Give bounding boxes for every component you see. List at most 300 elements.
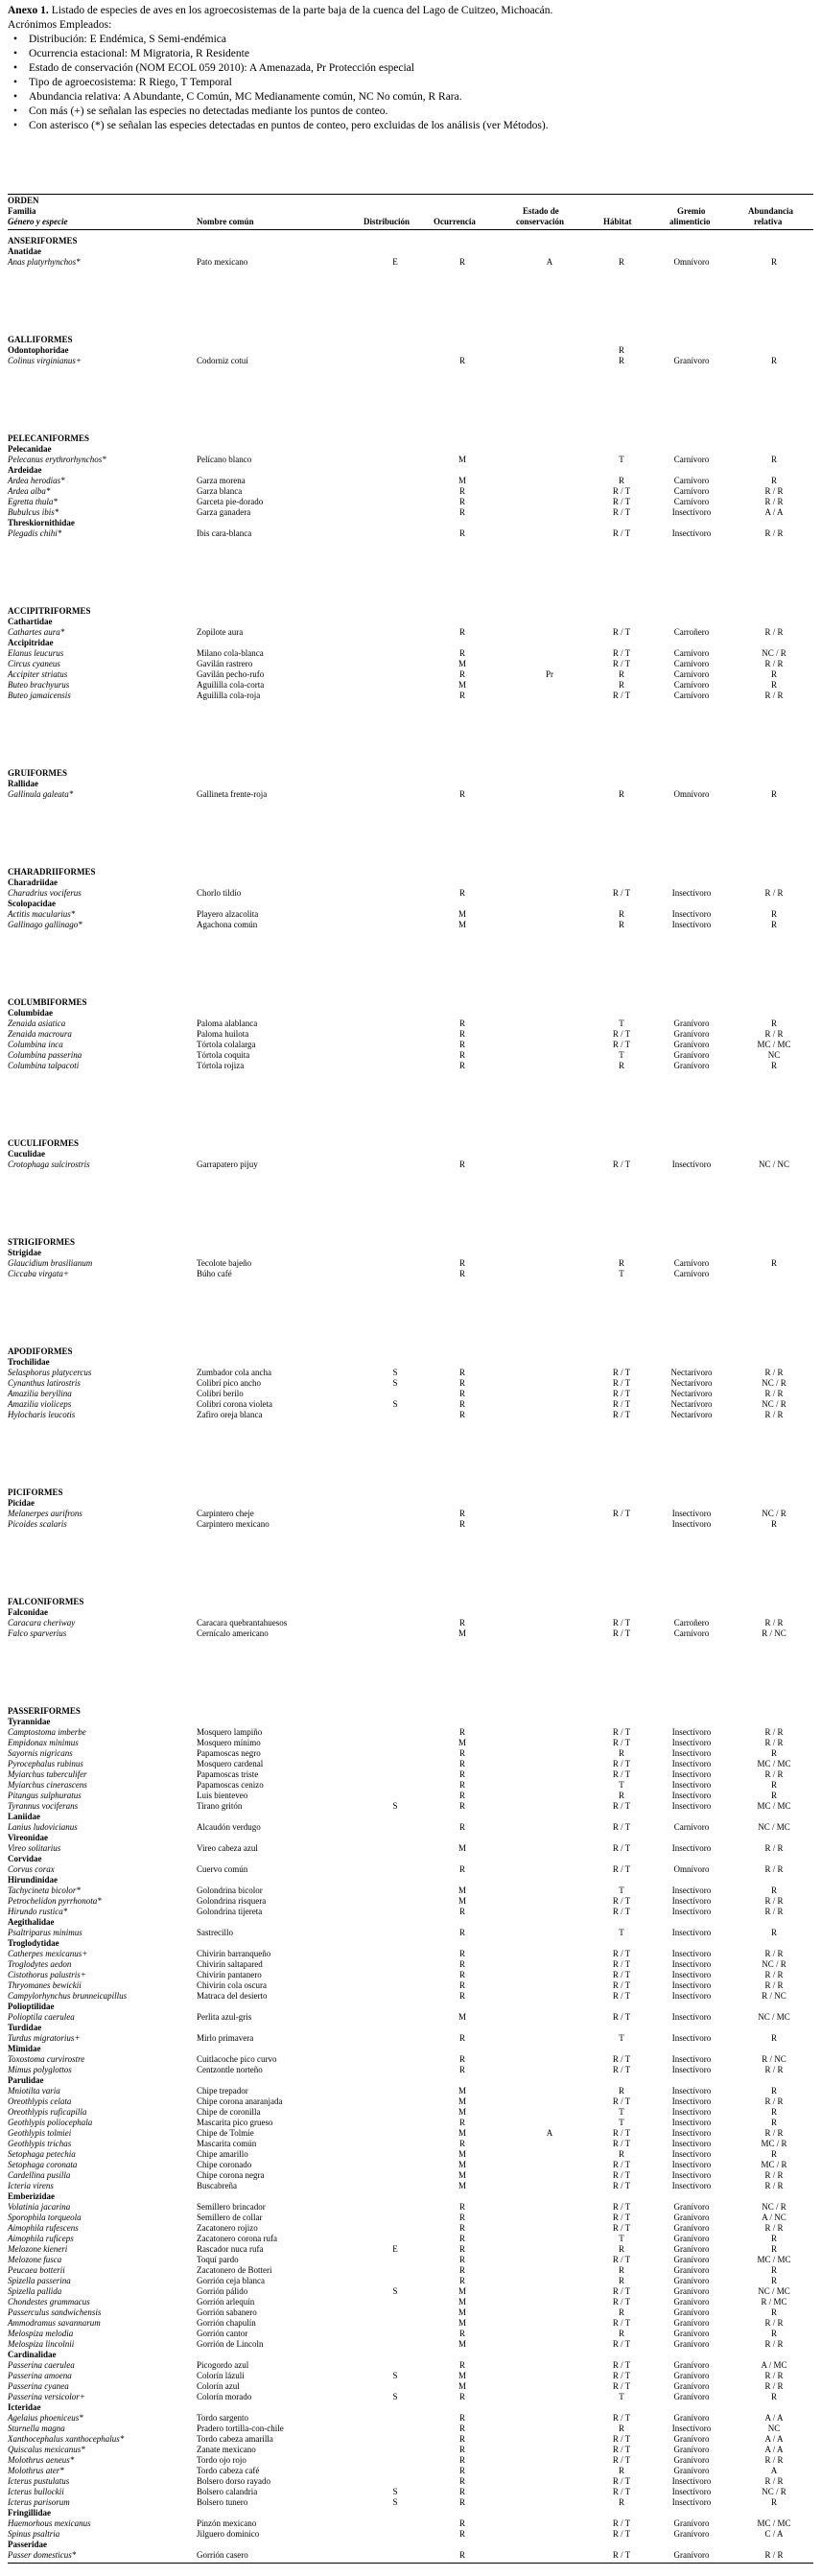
common-name: Pelícano blanco (197, 455, 252, 464)
occurrence-cell: M (457, 2012, 466, 2022)
species-name: Volatinia jacarina (8, 2202, 71, 2212)
abundance-cell: R / NC (762, 2054, 786, 2064)
common-name: Colorín morado (197, 2392, 252, 2401)
habitat-cell: T (619, 1885, 624, 1895)
species-name: Geothlypis trichas (8, 2139, 72, 2148)
species-name: Buteo brachyurus (8, 680, 70, 690)
guild-cell: Nectarívoro (670, 1399, 713, 1409)
table-row (8, 1410, 813, 1420)
abundance-cell: A (770, 2466, 778, 2475)
abundance-cell: MC / MC (757, 1801, 791, 1811)
guild-cell: Insectívoro (671, 1885, 712, 1895)
guild-cell: Granívoro (673, 1019, 710, 1028)
abundance-cell: R / NC (762, 1991, 786, 2001)
guild-cell: Insectívoro (671, 2107, 712, 2117)
occurrence-cell: R (458, 1040, 465, 1049)
guild-cell: Granívoro (673, 2213, 710, 2222)
common-name: Chivirín saltapared (197, 1959, 263, 1969)
family-name: Fringillidae (8, 2508, 51, 2517)
table-row (8, 356, 813, 366)
habitat-cell: R (618, 2086, 624, 2096)
occurrence-cell: R (458, 2276, 465, 2285)
abundance-cell: R / R (764, 2170, 784, 2180)
guild-cell: Granívoro (673, 2434, 710, 2444)
family-name: Strigidae (8, 1248, 41, 1257)
occurrence-cell: R (458, 2550, 465, 2560)
table-row (8, 1019, 813, 1029)
guild-cell: Nectarívoro (670, 1389, 713, 1398)
guild-cell: Carnívoro (673, 1822, 710, 1832)
occurrence-cell: R (458, 507, 465, 517)
abundance-cell: R / R (764, 627, 784, 637)
species-name: Corvus corax (8, 1864, 55, 1874)
habitat-cell: R (618, 1061, 624, 1070)
habitat-cell: R / T (612, 2255, 631, 2264)
table-row (8, 1928, 813, 1938)
common-name: Luis bienteveo (197, 1791, 248, 1800)
habitat-cell: T (619, 2107, 624, 2117)
legend-item: • Ocurrencia estacional: M Migratoria, R Residente (8, 47, 813, 61)
table-row (8, 627, 813, 638)
occurrence-cell: M (457, 2086, 466, 2096)
species-name: Myiarchus cinerascens (8, 1780, 87, 1790)
occurrence-cell: R (458, 2529, 465, 2539)
family-name: Charadriidae (8, 878, 59, 887)
habitat-cell: R (618, 2265, 624, 2275)
common-name: Alcaudón verdugo (197, 1822, 261, 1832)
occurrence-cell: R (458, 1991, 465, 2001)
family-name: Polioptilidae (8, 2002, 55, 2011)
habitat-cell: R / T (612, 1801, 631, 1811)
guild-cell: Insectívoro (671, 1970, 712, 1979)
family-name: Odontophoridae (8, 345, 69, 355)
family-row (8, 2402, 813, 2413)
table-row (8, 1896, 813, 1907)
table-row (8, 1628, 813, 1639)
table-row (8, 2139, 813, 2149)
distribution-cell: E (392, 2244, 398, 2254)
table-row (8, 486, 813, 497)
table-row (8, 1399, 813, 1410)
species-name: Icterus parisorum (8, 2497, 70, 2507)
habitat-cell: R / T (612, 497, 631, 506)
habitat-cell: T (619, 1928, 624, 1937)
abundance-cell: R (770, 1258, 777, 1268)
table-row (8, 2234, 813, 2244)
table-row (8, 680, 813, 691)
habitat-cell: R / T (612, 1040, 631, 1049)
table-row (8, 2012, 813, 2023)
common-name: Chipe coronado (197, 2160, 252, 2169)
guild-cell: Granívoro (673, 2518, 710, 2528)
species-name: Geothlypis poliocephala (8, 2118, 93, 2127)
table-row (8, 2497, 813, 2508)
common-name: Chivirín pantanero (197, 1970, 262, 1979)
title-rest: Listado de especies de aves en los agroecosistemas de la parte baja de la cuenca del Lago de Cuitzeo, Michoacán. (48, 5, 553, 16)
common-name: Jilguero dominico (197, 2529, 260, 2539)
common-name: Cuitlacoche pico curvo (197, 2054, 277, 2064)
occurrence-cell: R (458, 2360, 465, 2370)
table-row (8, 1843, 813, 1854)
occurrence-cell: R (458, 2065, 465, 2074)
abundance-cell: A / NC (762, 2213, 786, 2222)
species-name: Chondestes grammacus (8, 2297, 90, 2307)
table-row (8, 1801, 813, 1812)
table-row (8, 1040, 813, 1050)
family-row (8, 2002, 813, 2012)
abundance-cell: R (770, 2392, 777, 2401)
occurrence-cell: R (458, 2424, 465, 2433)
habitat-cell: R / T (612, 1389, 631, 1398)
guild-cell: Insectívoro (671, 1780, 712, 1790)
species-name: Molothrus aeneus* (8, 2455, 75, 2465)
habitat-cell: R / T (612, 2096, 631, 2106)
table-row (8, 2054, 813, 2065)
abundance-cell: NC / NC (758, 1159, 789, 1169)
abundance-cell: R / R (764, 2371, 784, 2380)
habitat-cell: R / T (612, 2139, 631, 2148)
common-name: Gavilán pecho-rufo (197, 669, 265, 679)
guild-cell: Granívoro (673, 2360, 710, 2370)
occurrence-cell: M (457, 2307, 466, 2317)
common-name: Garza ganadera (197, 507, 251, 517)
species-name: Melozone kieneri (8, 2244, 68, 2254)
guild-cell: Nectarívoro (670, 1378, 713, 1388)
abundance-cell: R / R (764, 2096, 784, 2106)
species-name: Circus cyaneus (8, 659, 60, 668)
occurrence-cell: R (458, 1727, 465, 1737)
guild-cell: Insectívoro (671, 888, 712, 898)
abundance-cell: R / R (764, 1368, 784, 1377)
abundance-cell: R (770, 2307, 777, 2317)
guild-cell: Insectívoro (671, 507, 712, 517)
occurrence-cell: R (458, 1050, 465, 1060)
occurrence-cell: M (457, 1843, 466, 1853)
common-name: Zacatonero corona rufa (197, 2234, 277, 2243)
family-row (8, 638, 813, 648)
habitat-cell: R / T (612, 1864, 631, 1874)
guild-cell: Insectívoro (671, 1509, 712, 1518)
guild-cell: Granívoro (673, 1040, 710, 1049)
abundance-cell: R (770, 909, 777, 919)
common-name: Tordo cabeza amarilla (197, 2434, 273, 2444)
abundance-cell: R (770, 1061, 777, 1070)
family-name: Parulidae (8, 2075, 44, 2085)
abundance-cell: NC / R (762, 1378, 786, 1388)
guild-cell: Carroñero (673, 627, 710, 637)
order-row (8, 1487, 813, 1498)
guild-cell: Insectívoro (671, 1843, 712, 1853)
family-row (8, 345, 813, 356)
common-name: Cuervo común (197, 1864, 248, 1874)
species-name: Pelecanus erythrorhynchos* (8, 455, 106, 464)
table-row (8, 1748, 813, 1759)
common-name: Zumbador cola ancha (197, 1368, 271, 1377)
table-row (8, 1970, 813, 1980)
family-name: Cardinalidae (8, 2350, 57, 2359)
occurrence-cell: R (458, 1801, 465, 1811)
species-name: Troglodytes aedon (8, 1959, 72, 1969)
occurrence-cell: R (458, 1389, 465, 1398)
species-name: Camptostoma imberbe (8, 1727, 86, 1737)
common-name: Bolsero tunero (197, 2497, 248, 2507)
common-name: Zacatonero rojizo (197, 2223, 258, 2233)
common-name: Garza morena (197, 476, 246, 485)
table-row (8, 497, 813, 507)
col-header-gremio-2: alimenticio (669, 217, 711, 226)
table-row (8, 2297, 813, 2307)
guild-cell: Granívoro (673, 2413, 710, 2423)
occurrence-cell: R (458, 2054, 465, 2064)
table-row (8, 455, 813, 465)
guild-cell: Granívoro (673, 2307, 710, 2317)
table-row (8, 2318, 813, 2329)
family-row (8, 1812, 813, 1822)
species-name: Ardea herodias* (8, 476, 65, 485)
common-name: Colibrí corona violeta (197, 1399, 272, 1409)
abundance-cell: A / A (764, 2445, 784, 2454)
occurrence-cell: M (457, 909, 466, 919)
guild-cell: Carnívoro (673, 476, 710, 485)
table-row (8, 1029, 813, 1040)
habitat-cell: R / T (612, 2413, 631, 2423)
habitat-cell: R / T (612, 2012, 631, 2022)
common-name: Codorniz cotuí (197, 356, 248, 365)
occurrence-cell: R (458, 2234, 465, 2243)
table-row (8, 2255, 813, 2265)
common-name: Zacatonero de Botteri (197, 2265, 272, 2275)
species-name: Picoides scalaris (8, 1519, 67, 1529)
species-name: Zenaida macroura (8, 1029, 72, 1039)
common-name: Chipe corona anaranjada (197, 2096, 283, 2106)
distribution-cell: S (392, 1368, 398, 1377)
habitat-cell: R / T (612, 1618, 631, 1628)
occurrence-cell: M (457, 1628, 466, 1638)
occurrence-cell: R (458, 1519, 465, 1529)
common-name: Matraca del desierto (197, 1991, 268, 2001)
common-name: Gavilán rastrero (197, 659, 253, 668)
family-row (8, 2044, 813, 2054)
guild-cell: Granívoro (673, 2445, 710, 2454)
family-row (8, 1248, 813, 1258)
abundance-cell: R (770, 257, 777, 267)
family-row (8, 1149, 813, 1159)
occurrence-cell: M (457, 2096, 466, 2106)
occurrence-cell: R (458, 1980, 465, 1990)
species-name: Columbina passerina (8, 1050, 82, 1060)
guild-cell: Insectívoro (671, 909, 712, 919)
occurrence-cell: R (458, 356, 465, 365)
species-name: Pyrocephalus rubinus (8, 1759, 83, 1768)
abundance-cell: MC / R (761, 2139, 787, 2148)
header (0, 0, 821, 133)
abundance-cell: R / R (764, 1864, 784, 1874)
occurrence-cell: R (458, 1907, 465, 1916)
family-row (8, 779, 813, 789)
occurrence-cell: M (457, 2149, 466, 2159)
common-name: Tecolote bajeño (197, 1258, 252, 1268)
occurrence-cell: R (458, 2497, 465, 2507)
guild-cell: Granívoro (673, 356, 710, 365)
order-row (8, 433, 813, 444)
abundance-cell: R / R (764, 528, 784, 538)
common-name: Bolsero dorso rayado (197, 2476, 270, 2486)
common-name: Golondrina bicolor (197, 1885, 263, 1895)
abundance-cell: A / A (764, 507, 784, 517)
common-name: Golondrina risquera (197, 1896, 267, 1906)
occurrence-cell: R (458, 1780, 465, 1790)
common-name: Aguililla cola-corta (197, 680, 265, 690)
common-name: Gorrión pálido (197, 2286, 248, 2296)
guild-cell: Granívoro (673, 2297, 710, 2307)
guild-cell: Insectívoro (671, 2181, 712, 2190)
guild-cell: Granívoro (673, 1029, 710, 1039)
common-name: Semillero brincador (197, 2202, 266, 2212)
habitat-cell: R / T (612, 2487, 631, 2496)
guild-cell: Carnívoro (673, 680, 710, 690)
abundance-cell: R (770, 455, 777, 464)
abundance-cell: R / R (764, 2318, 784, 2328)
species-name: Crotophaga sulcirostris (8, 1159, 90, 1169)
guild-cell: Insectívoro (671, 528, 712, 538)
table-row (8, 2202, 813, 2213)
common-name: Caracara quebrantahuesos (197, 1618, 288, 1628)
abundance-cell: R / R (764, 1029, 784, 1039)
family-name: Columbidae (8, 1008, 54, 1018)
abundance-cell: R (770, 2244, 777, 2254)
guild-cell: Insectívoro (671, 2033, 712, 2043)
guild-cell: Granívoro (673, 2529, 710, 2539)
family-name: Emberizidae (8, 2191, 55, 2201)
guild-cell: Insectívoro (671, 1738, 712, 1747)
species-name: Sporophila torqueola (8, 2213, 82, 2222)
habitat-cell: R / T (612, 2550, 631, 2560)
habitat-cell: R / T (612, 2286, 631, 2296)
occurrence-cell: R (458, 2223, 465, 2233)
guild-cell: Insectívoro (671, 1907, 712, 1916)
habitat-cell: R (618, 1258, 624, 1268)
occurrence-cell: R (458, 2392, 465, 2401)
abundance-cell: R (770, 920, 777, 929)
table-row (8, 2445, 813, 2455)
order-row (8, 335, 813, 345)
abundance-cell: R / R (764, 1769, 784, 1779)
common-name: Gorrión cantor (197, 2329, 248, 2338)
species-name: Spizella pallida (8, 2286, 62, 2296)
abundance-cell: R / R (764, 2550, 784, 2560)
table-row (8, 2223, 813, 2234)
habitat-cell: R / T (612, 2297, 631, 2307)
species-name: Ardea alba* (8, 486, 51, 496)
occurrence-cell: R (458, 2434, 465, 2444)
legend-item: • Estado de conservación (NOM ECOL 059 2010): A Amenazada, Pr Protección especial (8, 61, 813, 76)
abundance-cell: R / R (764, 497, 784, 506)
family-row (8, 1854, 813, 1864)
abundance-cell: R (770, 1885, 777, 1895)
table-row (8, 1618, 813, 1628)
species-name: Buteo jamaicensis (8, 691, 71, 700)
common-name: Tirano gritón (197, 1801, 243, 1811)
table-bottom-rule (8, 2563, 813, 2564)
occurrence-cell: R (458, 1368, 465, 1377)
abundance-cell: R (770, 669, 777, 679)
species-name: Egretta thula* (8, 497, 58, 506)
habitat-cell: T (619, 1019, 624, 1028)
guild-cell: Insectívoro (671, 2424, 712, 2433)
habitat-cell: R / T (612, 1907, 631, 1916)
guild-cell: Insectívoro (671, 1727, 712, 1737)
family-name: Turdidae (8, 2023, 42, 2032)
common-name: Carpintero cheje (197, 1509, 254, 1518)
guild-cell: Granívoro (673, 2466, 710, 2475)
legend-item: • Tipo de agroecosistema: R Riego, T Temporal (8, 76, 813, 90)
species-name: Melanerpes aurifrons (8, 1509, 82, 1518)
table-row (8, 2413, 813, 2424)
species-name: Passerina versicolor+ (8, 2392, 85, 2401)
guild-cell: Granívoro (673, 1061, 710, 1070)
guild-cell: Granívoro (673, 2339, 710, 2349)
family-name: Vireonidae (8, 1833, 48, 1842)
occurrence-cell: M (457, 680, 466, 690)
species-name: Gallinago gallinago* (8, 920, 82, 929)
order-row (8, 867, 813, 878)
order-row (8, 1597, 813, 1607)
occurrence-cell: R (458, 627, 465, 637)
table-row (8, 1864, 813, 1875)
common-name: Zafiro oreja blanca (197, 1410, 263, 1419)
occurrence-cell: R (458, 1970, 465, 1979)
common-name: Picogordo azul (197, 2360, 249, 2370)
occurrence-cell: R (458, 1949, 465, 1958)
guild-cell: Granívoro (673, 2381, 710, 2391)
species-name: Campylorhynchus brunneicapillus (8, 1991, 128, 2001)
guild-cell: Carnívoro (673, 1628, 710, 1638)
species-name: Amazilia beryllina (8, 1389, 72, 1398)
abundance-cell: R / R (764, 1727, 784, 1737)
guild-cell: Carnívoro (673, 1269, 710, 1278)
occurrence-cell: R (458, 1748, 465, 1758)
family-row (8, 1938, 813, 1949)
occurrence-cell: M (457, 2170, 466, 2180)
distribution-cell: S (392, 1399, 398, 1409)
common-name: Semillero de collar (197, 2213, 263, 2222)
habitat-cell: R / T (612, 1628, 631, 1638)
abundance-cell: R (770, 1019, 777, 1028)
abundance-cell: NC (767, 2424, 781, 2433)
common-name: Búho café (197, 1269, 232, 1278)
habitat-cell: R (618, 2424, 624, 2433)
occurrence-cell: R (458, 1759, 465, 1768)
habitat-cell: R / T (612, 2360, 631, 2370)
guild-cell: Nectarívoro (670, 1368, 713, 1377)
abundance-cell: R (770, 1748, 777, 1758)
habitat-cell: R (618, 909, 624, 919)
col-header-familia: Familia (8, 206, 36, 216)
habitat-cell: R / T (612, 1843, 631, 1853)
family-row (8, 2023, 813, 2033)
common-name: Paloma huilota (197, 1029, 249, 1039)
abundance-cell: R / R (764, 2476, 784, 2486)
species-name: Charadrius vociferus (8, 888, 82, 898)
table-row (8, 2276, 813, 2286)
guild-cell: Carnívoro (673, 669, 710, 679)
occurrence-cell: R (458, 2476, 465, 2486)
guild-cell: Insectívoro (671, 2086, 712, 2096)
common-name: Tordo cabeza café (197, 2466, 260, 2475)
habitat-cell: R / T (612, 528, 631, 538)
occurrence-cell: R (458, 1269, 465, 1278)
occurrence-cell: R (458, 888, 465, 898)
